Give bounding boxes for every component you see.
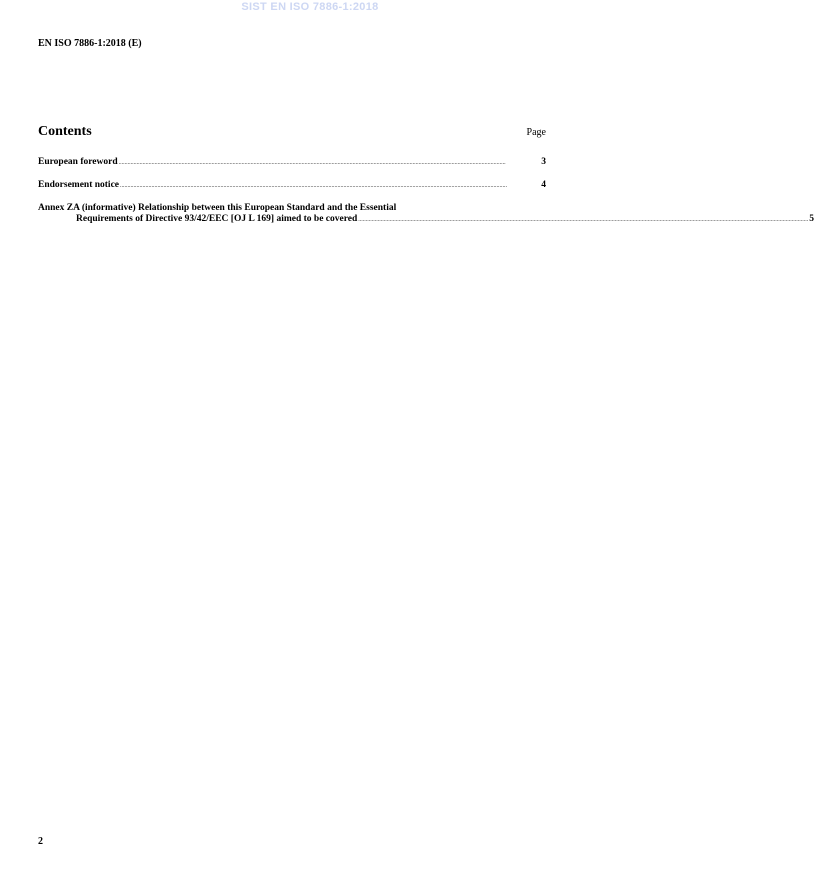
toc-entry-page: 3 <box>541 157 546 167</box>
toc-entry-page: 5 <box>809 214 814 224</box>
dot-leader <box>120 180 540 192</box>
toc-entry-annex-za[interactable] <box>38 203 814 226</box>
table-of-contents <box>38 157 814 226</box>
toc-entry-continuation <box>38 214 814 226</box>
document-identifier: EN ISO 7886-1:2018 (E) <box>38 38 142 49</box>
watermark-text: SIST EN ISO 7886-1:2018 <box>241 1 379 13</box>
toc-entry-page: 4 <box>541 180 546 190</box>
dot-leader <box>119 157 541 169</box>
toc-entry-label-line2: Requirements of Directive 93/42/EEC [OJ L 169] aimed to be covered <box>76 214 358 224</box>
toc-entry-label-line1: Annex ZA (informative) Relationship between this European Standard and the Essential <box>38 203 397 213</box>
dot-leader: ............................................................................................................................................................................................................................................................................................................ <box>358 217 809 223</box>
contents-title: Contents <box>38 124 92 139</box>
toc-entry-endorsement-notice[interactable] <box>38 180 546 192</box>
toc-entry-label: European foreword <box>38 157 118 167</box>
toc-entry-label: Endorsement notice <box>38 180 120 190</box>
page-column-label: Page <box>526 127 546 138</box>
contents-heading <box>38 124 546 140</box>
toc-entry-european-foreword[interactable] <box>38 157 546 169</box>
page-number: 2 <box>38 836 43 847</box>
